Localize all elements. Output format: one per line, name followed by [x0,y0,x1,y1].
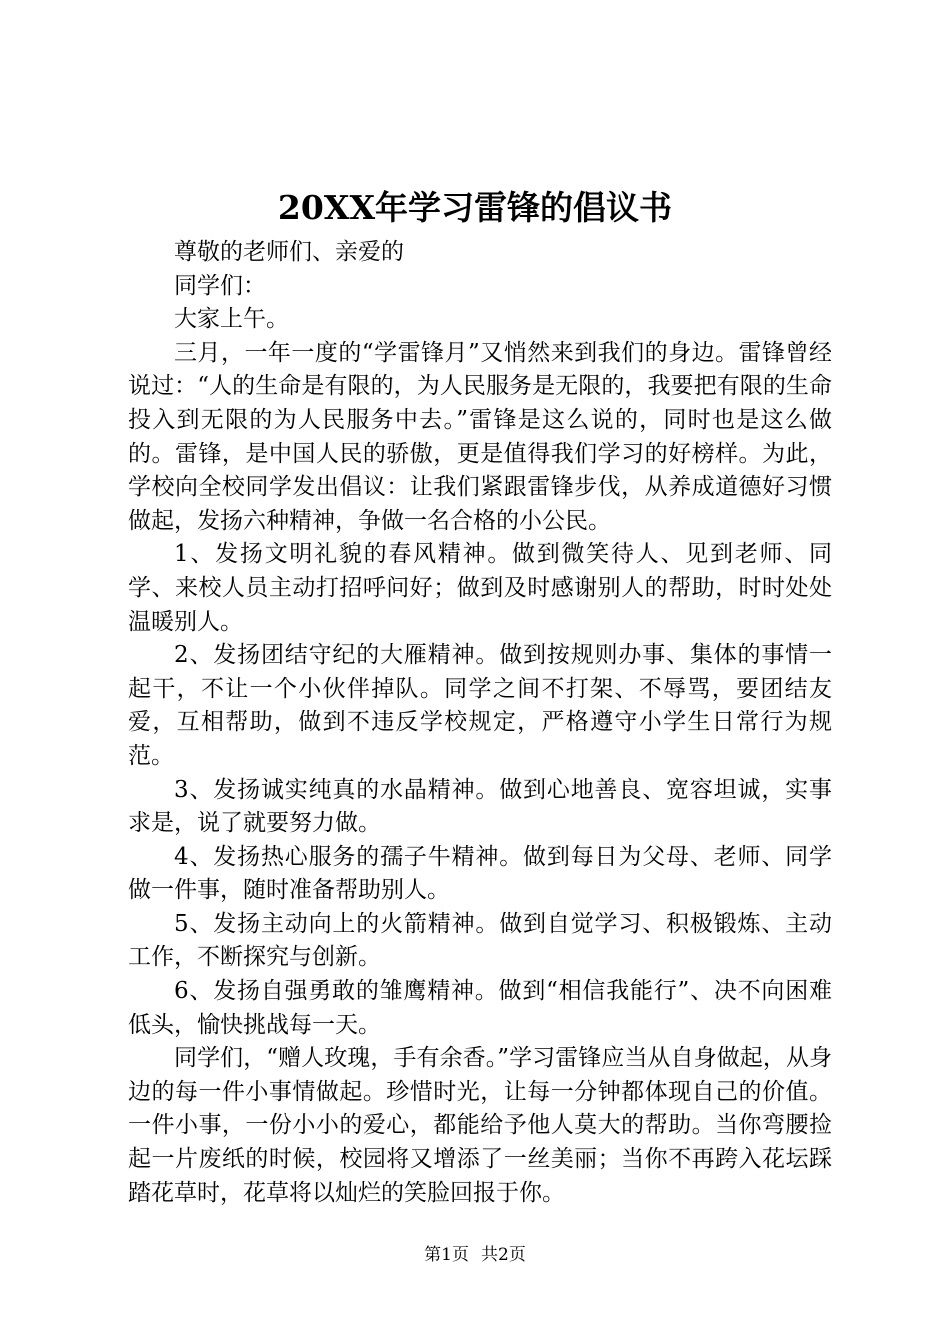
proposal-item-4: 4、发扬热心服务的孺子牛精神。做到每日为父母、老师、同学做一件事，随时准备帮助别人。 [128,843,832,904]
page-footer [0,1243,950,1267]
proposal-item-6: 6、发扬自强勇敢的雏鹰精神。做到“相信我能行”、决不向困难低头，愉快挑战每一天。 [128,978,832,1038]
greeting-paragraph: 大家上午。 [174,306,289,333]
salutation-line-1: 尊敬的老师们、亲爱的 [174,239,404,265]
page-count: 共2页 [481,1245,526,1265]
proposal-item-3: 3、发扬诚实纯真的水晶精神。做到心地善良、宽容坦诚，实事求是，说了就要努力做。 [128,776,832,837]
document-body [128,236,832,1210]
proposal-item-2: 2、发扬团结守纪的大雁精神。做到按规则办事、集体的事情一起干，不让一个小伙伴掉队。同学之间不打架、不辱骂，要团结友爱，互相帮助，做到不违反学校规定，严格遵守小学生日常行为规范。 [128,642,832,769]
page-number: 第1页 [424,1245,469,1265]
closing-paragraph: 同学们，“赠人玫瑰，手有余香。”学习雷锋应当从自身做起，从身边的每一件小事情做起。珍惜时光，让每一分钟都体现自己的价值。一件小事，一份小小的爱心，都能给予他人莫大的帮助。当你弯腰捡起一片废纸的时候，校园将又增添了一丝美丽；当你不再跨入花坛踩踏花草时，花草将以灿烂的笑脸回报于你。 [128,1045,832,1206]
intro-paragraph: 三月，一年一度的“学雷锋月”又悄然来到我们的身边。雷锋曾经说过：“人的生命是有限的，为人民服务是无限的，我要把有限的生命投入到无限的为人民服务中去。”雷锋是这么说的，同时也是这么做的。雷锋，是中国人民的骄傲，更是值得我们学习的好榜样。为此，学校向全校同学发出倡议：让我们紧跟雷锋步伐，从养成道德好习惯做起，发扬六种精神，争做一名合格的小公民。 [128,339,832,534]
proposal-item-5: 5、发扬主动向上的火箭精神。做到自觉学习、积极锻炼、主动工作，不断探究与创新。 [128,910,832,971]
proposal-item-1: 1、发扬文明礼貌的春风精神。做到微笑待人、见到老师、同学、来校人员主动打招呼问好；做到及时感谢别人的帮助，时时处处温暖别人。 [128,541,832,635]
salutation-line-2: 同学们： [174,272,266,299]
document-title: 20XX年学习雷锋的倡议书 [277,188,673,227]
